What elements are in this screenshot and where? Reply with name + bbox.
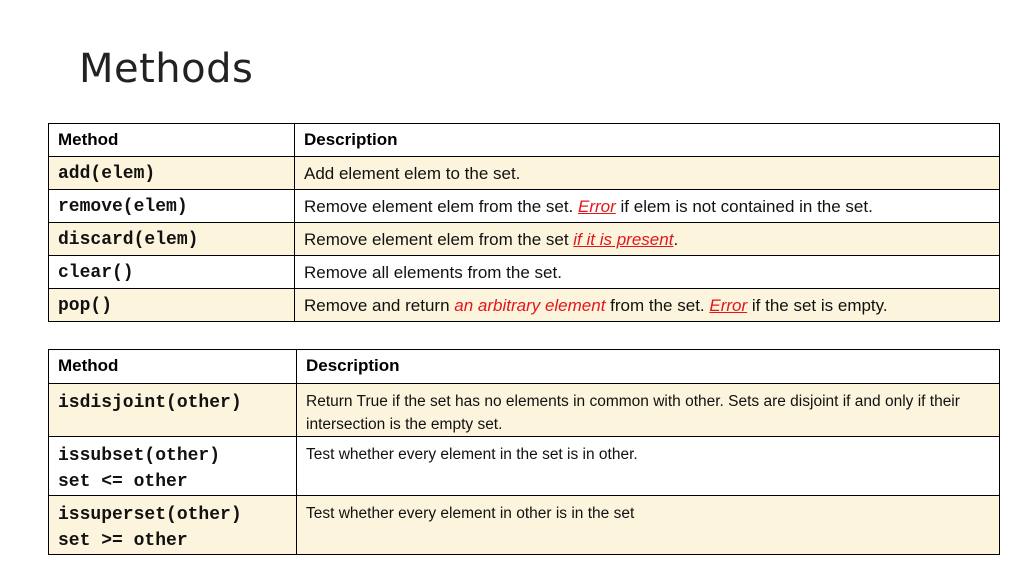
method-description: [295, 223, 1000, 256]
description-text: Remove and return: [304, 296, 455, 315]
table-row: [49, 223, 1000, 256]
set-methods-table: [48, 123, 1000, 322]
table-row: [49, 384, 1000, 437]
method-name: clear(): [49, 256, 295, 289]
method-name: add(elem): [49, 157, 295, 190]
table-header-row: [49, 124, 1000, 157]
method-description: Test whether every element in the set is in other.: [297, 437, 1000, 496]
emphasis-error: Error: [578, 197, 616, 216]
description-text: if elem is not contained in the set.: [615, 197, 873, 216]
method-name: pop(): [49, 289, 295, 322]
emphasis-if-present: if it is present: [573, 230, 674, 249]
method-name: discard(elem): [49, 223, 295, 256]
method-description: [295, 190, 1000, 223]
method-line: issubset(other): [58, 446, 221, 466]
slide-title: Methods: [79, 46, 254, 92]
description-text: if the set is empty.: [747, 296, 888, 315]
method-line: set <= other: [58, 472, 188, 492]
method-name: [49, 496, 297, 555]
method-description: [295, 256, 1000, 289]
method-name: [49, 384, 297, 437]
method-description: [295, 289, 1000, 322]
table-header-row: [49, 350, 1000, 384]
method-name: [49, 437, 297, 496]
emphasis-error: Error: [709, 296, 748, 315]
table-row: [49, 289, 1000, 322]
method-line: isdisjoint(other): [58, 393, 242, 413]
method-line: set >= other: [58, 531, 188, 551]
table-row: [49, 496, 1000, 555]
header-description: Description: [295, 124, 1000, 157]
set-comparison-table: [48, 349, 1000, 555]
header-method: Method: [49, 124, 295, 157]
table-row: [49, 256, 1000, 289]
table-row: [49, 157, 1000, 190]
method-description: Test whether every element in other is in the set: [297, 496, 1000, 555]
description-text: Remove element elem from the set.: [304, 197, 579, 216]
description-text: from the set.: [605, 296, 710, 315]
description-text: Remove element elem from the set: [304, 230, 574, 249]
method-description: Return True if the set has no elements in common with other. Sets are disjoint if and only if their intersection is the empty set.: [297, 384, 1000, 437]
method-name: remove(elem): [49, 190, 295, 223]
emphasis-arbitrary: an arbitrary element: [454, 296, 606, 315]
header-method: Method: [49, 350, 297, 384]
method-description: [295, 157, 1000, 190]
table-row: [49, 190, 1000, 223]
table-row: [49, 437, 1000, 496]
method-line: issuperset(other): [58, 505, 242, 525]
description-text: Remove all elements from the set.: [304, 263, 562, 282]
description-text: .: [673, 230, 679, 249]
header-description: Description: [297, 350, 1000, 384]
description-text: Add element elem to the set.: [304, 164, 521, 183]
